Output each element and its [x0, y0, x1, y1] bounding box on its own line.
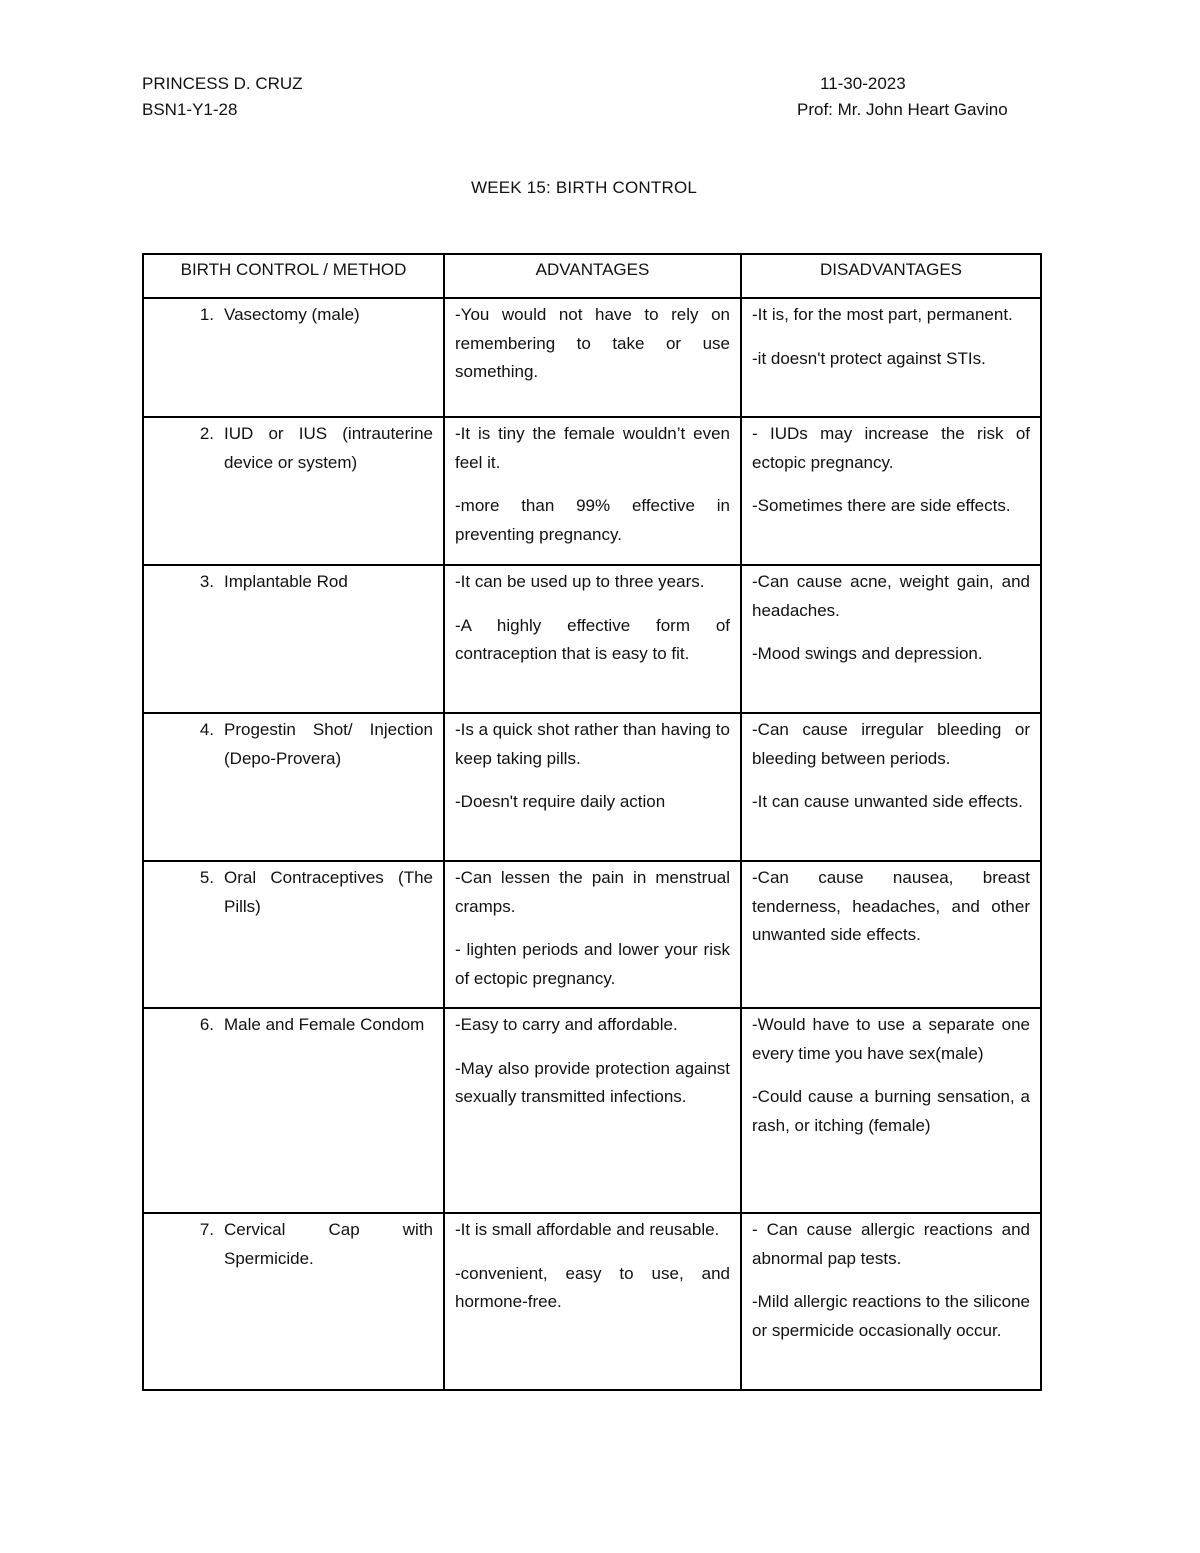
disadvantage-text: -It is, for the most part, permanent.: [752, 305, 1013, 324]
advantages-cell: [444, 417, 741, 565]
disadvantage-text: -Would have to use a separate one every time you have sex(male): [752, 1015, 1030, 1063]
table-header-row: [143, 254, 1041, 298]
method-cell: [143, 417, 444, 565]
disadvantages-cell: [741, 713, 1041, 861]
advantage-text: -It is small affordable and reusable.: [455, 1220, 720, 1239]
method-name: Male and Female Condom: [224, 1015, 425, 1034]
advantage-text: -May also provide protection against sexually transmitted infections.: [455, 1058, 730, 1106]
advantage-text: -Easy to carry and affordable.: [455, 1015, 678, 1034]
table-row: [143, 861, 1041, 1008]
advantage-text: -Can lessen the pain in menstrual cramps.: [455, 868, 730, 916]
method-name: Cervical Cap with Spermicide.: [224, 1220, 433, 1268]
method-name: Oral Contraceptives (The Pills): [224, 868, 433, 916]
advantage-text: -It is tiny the female wouldn’t even feel it.: [455, 424, 730, 472]
row-number: 7.: [199, 1220, 214, 1239]
table-row: [143, 1008, 1041, 1213]
disadvantage-text: -Mood swings and depression.: [752, 644, 983, 663]
advantages-cell: [444, 298, 741, 417]
document-date: 11-30-2023: [820, 74, 906, 93]
disadvantage-text: -It can cause unwanted side effects.: [752, 792, 1023, 811]
disadvantage-text: -Sometimes there are side effects.: [752, 496, 1011, 515]
advantage-text: -Is a quick shot rather than having to keep taking pills.: [455, 720, 730, 768]
method-name: Vasectomy (male): [224, 305, 360, 324]
page-title: WEEK 15: BIRTH CONTROL: [470, 178, 698, 197]
advantage-text: -It can be used up to three years.: [455, 572, 705, 591]
method-cell: [143, 1213, 444, 1390]
disadvantages-cell: [741, 1213, 1041, 1390]
disadvantages-cell: [741, 861, 1041, 1008]
advantage-text: -convenient, easy to use, and hormone-free.: [455, 1263, 730, 1311]
row-number: 3.: [199, 572, 214, 591]
method-name: Implantable Rod: [224, 572, 348, 591]
disadvantage-text: -Can cause irregular bleeding or bleeding between periods.: [752, 720, 1030, 768]
column-header-advantages: ADVANTAGES: [444, 254, 741, 298]
advantage-text: -You would not have to rely on remembering to take or use something.: [455, 305, 730, 381]
method-name: IUD or IUS (intrauterine device or system): [224, 424, 433, 472]
disadvantage-text: - Can cause allergic reactions and abnormal pap tests.: [752, 1220, 1030, 1268]
disadvantages-cell: [741, 1008, 1041, 1213]
disadvantage-text: - IUDs may increase the risk of ectopic pregnancy.: [752, 424, 1030, 472]
table-row: [143, 298, 1041, 417]
advantage-text: - lighten periods and lower your risk of ectopic pregnancy.: [455, 940, 730, 988]
student-section: BSN1-Y1-28: [142, 100, 238, 119]
method-cell: [143, 565, 444, 713]
disadvantages-cell: [741, 298, 1041, 417]
row-number: 1.: [199, 305, 214, 324]
row-number: 2.: [199, 424, 214, 443]
row-number: 4.: [199, 720, 214, 739]
professor-name: Prof: Mr. John Heart Gavino: [797, 100, 1008, 119]
student-name: PRINCESS D. CRUZ: [142, 74, 303, 93]
advantages-cell: [444, 861, 741, 1008]
disadvantage-text: -Can cause nausea, breast tenderness, headaches, and other unwanted side effects.: [752, 868, 1030, 944]
disadvantage-text: -Can cause acne, weight gain, and headaches.: [752, 572, 1030, 620]
disadvantage-text: -Mild allergic reactions to the silicone or spermicide occasionally occur.: [752, 1292, 1030, 1340]
method-cell: [143, 713, 444, 861]
column-header-method: BIRTH CONTROL / METHOD: [143, 254, 444, 298]
birth-control-table: [142, 253, 1042, 1391]
column-header-disadvantages: DISADVANTAGES: [741, 254, 1041, 298]
method-cell: [143, 298, 444, 417]
table-row: [143, 565, 1041, 713]
advantages-cell: [444, 1008, 741, 1213]
advantage-text: -more than 99% effective in preventing pregnancy.: [455, 496, 730, 544]
table-row: [143, 713, 1041, 861]
disadvantage-text: -it doesn't protect against STIs.: [752, 348, 986, 368]
disadvantages-cell: [741, 417, 1041, 565]
advantage-text: -A highly effective form of contraception that is easy to fit.: [455, 615, 730, 663]
table-row: [143, 417, 1041, 565]
advantages-cell: [444, 713, 741, 861]
method-name: Progestin Shot/ Injection (Depo-Provera): [224, 720, 433, 768]
row-number: 5.: [199, 868, 214, 887]
table-row: [143, 1213, 1041, 1390]
advantage-text: -Doesn't require daily action: [455, 792, 666, 811]
disadvantages-cell: [741, 565, 1041, 713]
row-number: 6.: [199, 1015, 214, 1034]
advantages-cell: [444, 565, 741, 713]
advantages-cell: [444, 1213, 741, 1390]
disadvantage-text: -Could cause a burning sensation, a rash, or itching (female): [752, 1087, 1030, 1135]
method-cell: [143, 1008, 444, 1213]
method-cell: [143, 861, 444, 1008]
